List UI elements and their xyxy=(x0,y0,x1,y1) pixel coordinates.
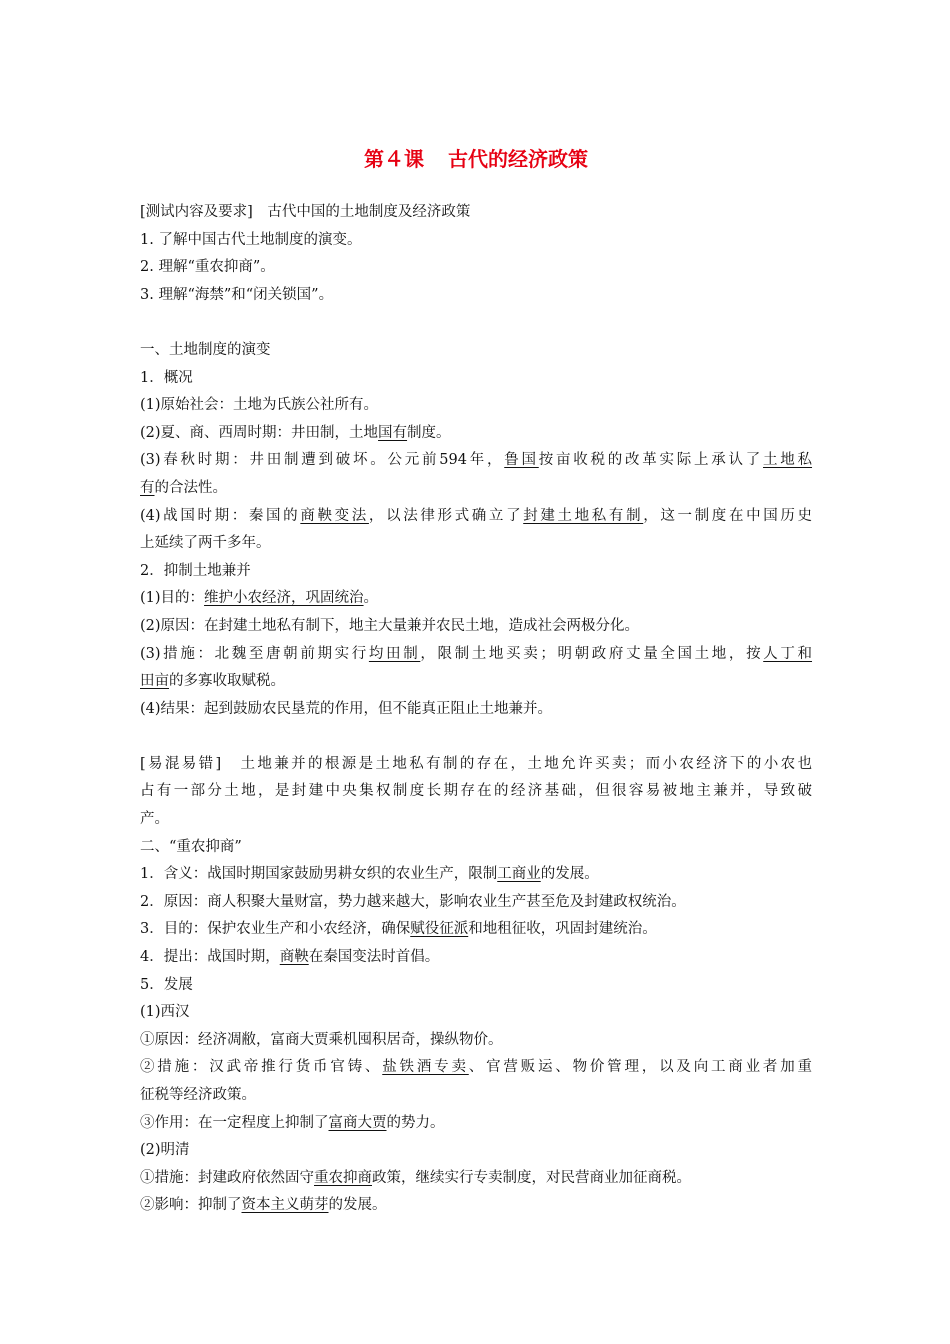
underlined-keyword: 均田制 xyxy=(368,645,421,662)
text-run: (2)明清 xyxy=(140,1142,190,1159)
underlined-keyword: 维护小农经济，巩固统治 xyxy=(204,590,364,607)
text-run: 。 xyxy=(363,590,379,607)
requirements-header xyxy=(140,199,812,227)
text-run: 1．含义：战国时期国家鼓励男耕女织的农业生产，限制 xyxy=(140,866,498,883)
text-run: 的发展。 xyxy=(328,1197,387,1214)
requirements-topic: 古代中国的土地制度及经济政策 xyxy=(267,204,471,220)
spacer xyxy=(140,309,812,337)
text-line xyxy=(140,1054,812,1082)
text-line xyxy=(140,668,812,696)
text-run: (2)原因：在封建土地私有制下，地主大量兼并农民土地，造成社会两极分化。 xyxy=(140,617,640,634)
text-run: 和地租征收，巩固封建统治。 xyxy=(468,921,657,938)
text-run: ①原因：经济凋敝，富商大贾乘机囤积居奇，操纵物价。 xyxy=(140,1031,503,1048)
text-line xyxy=(140,420,812,448)
text-run: 3．目的：保护农业生产和小农经济，确保 xyxy=(140,921,411,938)
text-run: [易混易错] 土地兼并的根源是土地私有制的存在，土地允许买卖；而小农经济下的小农也 xyxy=(140,755,812,772)
text-run: 政策，继续实行专卖制度，对民营商业加征商税。 xyxy=(372,1169,691,1186)
text-line xyxy=(140,337,812,365)
text-run: 的发展。 xyxy=(540,866,599,883)
underlined-keyword: 商鞅变法 xyxy=(300,507,369,524)
requirement-item: 2. 理解“重农抑商”。 xyxy=(140,259,275,276)
underlined-keyword: 重农抑商 xyxy=(314,1169,372,1186)
underlined-keyword: 田亩 xyxy=(140,673,169,690)
text-run: 的多寡收取赋税。 xyxy=(169,673,285,690)
text-run: ，限制土地买卖；明朝政府丈量全国土地，按 xyxy=(420,645,764,662)
requirement-item: 3. 理解“海禁”和“闭关锁国”。 xyxy=(140,286,334,303)
text-run: 、官营贩运、物价管理，以及向工商业者加重 xyxy=(468,1059,813,1076)
underlined-keyword: 有 xyxy=(140,479,155,496)
text-run: 2．原因：商人积聚大量财富，势力越来越大，影响农业生产甚至危及封建政权统治。 xyxy=(140,893,686,910)
text-line xyxy=(140,861,812,889)
underlined-keyword: 富商大贾 xyxy=(328,1114,387,1131)
lesson-number: 第４课 xyxy=(364,147,424,171)
text-line xyxy=(140,613,812,641)
text-line xyxy=(140,696,812,724)
text-line xyxy=(140,365,812,393)
text-line xyxy=(140,972,812,1000)
text-run: 按亩收税的改革实际上承认了 xyxy=(538,452,764,469)
text-run: 的势力。 xyxy=(386,1114,445,1131)
content-lines xyxy=(140,337,812,1220)
underlined-keyword: 工商业 xyxy=(497,866,541,883)
text-run: (1)目的： xyxy=(140,590,205,607)
text-line xyxy=(140,1165,812,1193)
text-run: 1．概况 xyxy=(140,369,193,386)
text-run: (3)措施：北魏至唐朝前期实行 xyxy=(140,645,369,662)
text-line xyxy=(140,558,812,586)
document-body xyxy=(140,199,812,1220)
text-line xyxy=(140,916,812,944)
text-run: (4)战国时期：秦国的 xyxy=(140,507,301,524)
text-line xyxy=(140,1082,812,1110)
text-line xyxy=(140,751,812,779)
text-line xyxy=(140,999,812,1027)
underlined-keyword: 土地私 xyxy=(763,452,813,469)
text-line xyxy=(140,530,812,558)
text-run: 二、“重农抑商” xyxy=(140,838,242,855)
text-line xyxy=(140,834,812,862)
text-run: ③作用：在一定程度上抑制了 xyxy=(140,1114,329,1131)
underlined-keyword: 资本主义萌芽 xyxy=(241,1197,329,1214)
text-run: (2)夏、商、西周时期：井田制，土地 xyxy=(140,424,379,441)
text-line xyxy=(140,1027,812,1055)
text-line xyxy=(140,806,812,834)
text-run: (1)原始社会：土地为氏族公社所有。 xyxy=(140,397,379,414)
text-line xyxy=(140,503,812,531)
text-line xyxy=(140,392,812,420)
text-line xyxy=(140,447,812,475)
text-line xyxy=(140,889,812,917)
text-line xyxy=(140,475,812,503)
underlined-keyword: 国有 xyxy=(378,424,408,441)
text-run: 5．发展 xyxy=(140,976,193,993)
text-run: 一、土地制度的演变 xyxy=(140,341,271,358)
requirements-tag: [测试内容及要求] xyxy=(140,204,253,220)
text-run: ，这一制度在中国历史 xyxy=(643,507,813,524)
text-run: (3)春秋时期：井田制遭到破坏。公元前594年， xyxy=(140,452,505,469)
text-run: 上延续了两千多年。 xyxy=(140,535,271,552)
underlined-keyword: 鲁国 xyxy=(504,452,539,469)
text-run: 制度。 xyxy=(407,424,451,441)
text-run: (4)结果：起到鼓励农民垦荒的作用，但不能真正阻止土地兼并。 xyxy=(140,700,553,717)
text-run: (1)西汉 xyxy=(140,1004,190,1021)
text-run: 在秦国变法时首倡。 xyxy=(308,949,440,966)
text-line xyxy=(140,1110,812,1138)
underlined-keyword: 商鞅 xyxy=(279,949,309,966)
underlined-keyword: 人丁和 xyxy=(763,645,813,662)
text-run: 征税等经济政策。 xyxy=(140,1087,256,1103)
text-run: ，以法律形式确立了 xyxy=(368,507,524,524)
text-run: 占有一部分土地，是封建中央集权制度长期存在的经济基础，但很容易被地主兼并，导致破 xyxy=(140,783,812,800)
underlined-keyword: 盐铁酒专卖 xyxy=(382,1059,469,1076)
underlined-keyword: 封建土地私有制 xyxy=(523,507,644,524)
text-run: ②措施：汉武帝推行货币官铸、 xyxy=(140,1059,383,1076)
text-run: 4．提出：战国时期， xyxy=(140,949,280,966)
text-line xyxy=(140,1137,812,1165)
text-line xyxy=(140,585,812,613)
page-title xyxy=(140,146,812,172)
text-run: 产。 xyxy=(140,811,169,828)
text-run: 的合法性。 xyxy=(154,479,227,496)
text-line xyxy=(140,641,812,669)
text-line xyxy=(140,778,812,806)
requirement-item: 1. 了解中国古代土地制度的演变。 xyxy=(140,231,362,248)
text-run: ②影响：抑制了 xyxy=(140,1197,242,1214)
spacer xyxy=(140,723,812,751)
text-run: ①措施：封建政府依然固守 xyxy=(140,1169,314,1186)
text-line xyxy=(140,1192,812,1220)
text-line xyxy=(140,944,812,972)
lesson-name: 古代的经济政策 xyxy=(448,147,588,171)
text-run: 2．抑制土地兼并 xyxy=(140,562,251,579)
underlined-keyword: 赋役征派 xyxy=(410,921,469,938)
